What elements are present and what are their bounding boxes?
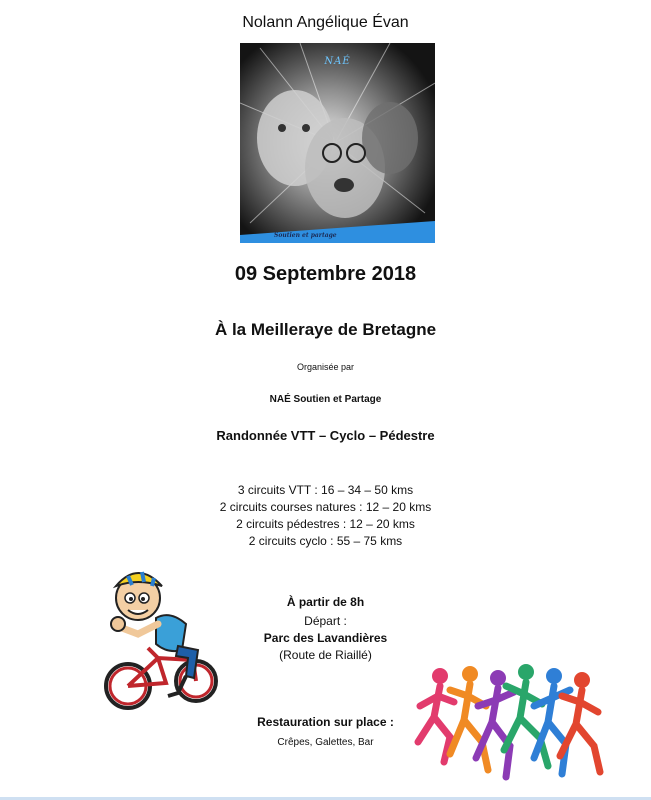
logo-title: NAÉ — [324, 56, 351, 67]
circuit-item: 2 circuits cyclo : 55 – 75 kms — [248, 534, 403, 548]
runners-icon — [410, 662, 610, 787]
organisation-name: NAÉ Soutien et Partage — [269, 394, 382, 405]
food-items: Crêpes, Galettes, Bar — [277, 737, 374, 748]
children-photo — [240, 43, 435, 243]
event-date: 09 Septembre 2018 — [234, 263, 417, 285]
organised-by-label: Organisée par — [296, 362, 355, 372]
event-place: À la Meilleraye de Bretagne — [214, 320, 437, 339]
logo-caption: Soutien et partage — [274, 232, 337, 239]
circuit-item: 3 circuits VTT : 16 – 34 – 50 kms — [237, 483, 414, 497]
event-title: Randonnée VTT – Cyclo – Pédestre — [216, 428, 435, 443]
photo-illustration — [240, 43, 435, 243]
food-label: Restauration sur place : — [257, 715, 394, 729]
departure-label: Départ : — [304, 614, 347, 628]
circuit-item: 2 circuits pédestres : 12 – 20 kms — [236, 517, 415, 531]
start-time: À partir de 8h — [286, 595, 365, 609]
departure-location: Parc des Lavandières — [263, 631, 388, 645]
names-heading: Nolann Angélique Évan — [242, 14, 409, 31]
departure-block — [0, 613, 651, 664]
departure-road: (Route de Riaillé) — [279, 648, 372, 662]
circuit-item: 2 circuits courses natures : 12 – 20 kms — [219, 500, 432, 514]
circuits-list — [0, 482, 651, 550]
